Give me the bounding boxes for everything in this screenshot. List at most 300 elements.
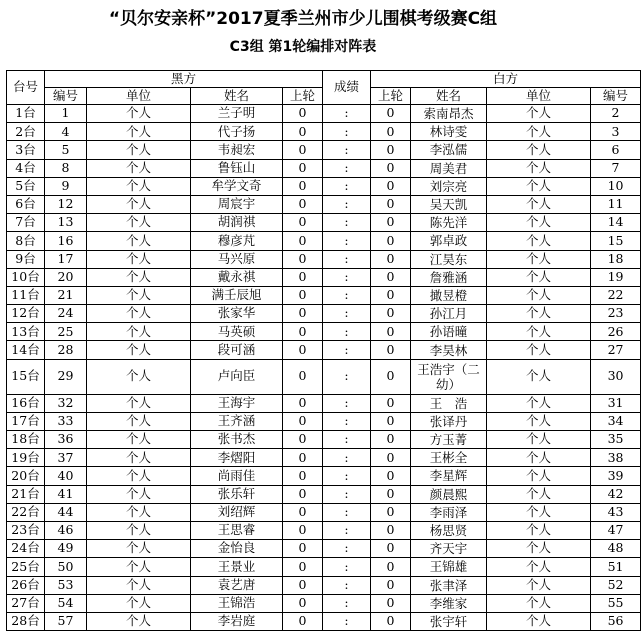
cell-result: : <box>323 503 371 521</box>
cell-black-prev-round: 0 <box>283 576 323 594</box>
table-row <box>7 576 641 594</box>
cell-white-prev-round: 0 <box>371 214 411 232</box>
cell-result: : <box>323 105 371 123</box>
cell-black-unit: 个人 <box>87 449 191 467</box>
cell-table-no: 22台 <box>7 503 45 521</box>
cell-white-unit: 个人 <box>487 214 591 232</box>
cell-black-number: 54 <box>45 594 87 612</box>
cell-result: : <box>323 612 371 630</box>
cell-table-no: 20台 <box>7 467 45 485</box>
cell-white-prev-round: 0 <box>371 359 411 394</box>
table-row <box>7 412 641 430</box>
cell-white-prev-round: 0 <box>371 323 411 341</box>
cell-white-unit: 个人 <box>487 323 591 341</box>
cell-black-name: 鲁钰山 <box>191 159 283 177</box>
cell-result: : <box>323 268 371 286</box>
cell-white-number: 7 <box>591 159 641 177</box>
cell-white-prev-round: 0 <box>371 105 411 123</box>
cell-white-unit: 个人 <box>487 594 591 612</box>
table-row <box>7 123 641 141</box>
cell-white-name: 吴天凯 <box>411 195 487 213</box>
cell-black-unit: 个人 <box>87 250 191 268</box>
header-white-unit: 单位 <box>487 88 591 105</box>
cell-table-no: 16台 <box>7 394 45 412</box>
table-row <box>7 286 641 304</box>
cell-black-prev-round: 0 <box>283 159 323 177</box>
cell-white-unit: 个人 <box>487 558 591 576</box>
cell-black-name: 张乐轩 <box>191 485 283 503</box>
document-subtitle: C3组 第1轮编排对阵表 <box>229 39 377 55</box>
cell-black-prev-round: 0 <box>283 612 323 630</box>
cell-white-number: 51 <box>591 558 641 576</box>
cell-white-number: 38 <box>591 449 641 467</box>
cell-white-prev-round: 0 <box>371 177 411 195</box>
table-row <box>7 195 641 213</box>
cell-black-name: 金怡良 <box>191 540 283 558</box>
cell-white-prev-round: 0 <box>371 612 411 630</box>
cell-black-name: 卢向臣 <box>191 359 283 394</box>
cell-white-prev-round: 0 <box>371 305 411 323</box>
cell-white-number: 31 <box>591 394 641 412</box>
cell-result: : <box>323 485 371 503</box>
cell-black-unit: 个人 <box>87 305 191 323</box>
table-row <box>7 431 641 449</box>
cell-white-unit: 个人 <box>487 123 591 141</box>
cell-black-name: 王景业 <box>191 558 283 576</box>
cell-white-unit: 个人 <box>487 540 591 558</box>
cell-black-prev-round: 0 <box>283 521 323 539</box>
cell-white-prev-round: 0 <box>371 159 411 177</box>
header-white-prev-round: 上轮 <box>371 88 411 105</box>
cell-black-unit: 个人 <box>87 540 191 558</box>
cell-black-number: 41 <box>45 485 87 503</box>
cell-black-number: 32 <box>45 394 87 412</box>
cell-black-unit: 个人 <box>87 394 191 412</box>
cell-table-no: 21台 <box>7 485 45 503</box>
cell-black-number: 53 <box>45 576 87 594</box>
cell-white-number: 34 <box>591 412 641 430</box>
table-row <box>7 105 641 123</box>
cell-black-unit: 个人 <box>87 268 191 286</box>
cell-white-number: 26 <box>591 323 641 341</box>
cell-white-name: 李星辉 <box>411 467 487 485</box>
cell-black-name: 牟学文奇 <box>191 177 283 195</box>
cell-table-no: 12台 <box>7 305 45 323</box>
cell-white-number: 3 <box>591 123 641 141</box>
cell-white-number: 19 <box>591 268 641 286</box>
cell-black-prev-round: 0 <box>283 268 323 286</box>
cell-white-unit: 个人 <box>487 449 591 467</box>
cell-black-name: 李岩庭 <box>191 612 283 630</box>
cell-black-number: 16 <box>45 232 87 250</box>
cell-white-number: 18 <box>591 250 641 268</box>
cell-black-unit: 个人 <box>87 141 191 159</box>
cell-table-no: 13台 <box>7 323 45 341</box>
header-table-no: 台号 <box>7 71 45 105</box>
cell-black-unit: 个人 <box>87 286 191 304</box>
header-black-unit: 单位 <box>87 88 191 105</box>
cell-black-prev-round: 0 <box>283 467 323 485</box>
cell-white-prev-round: 0 <box>371 594 411 612</box>
cell-white-number: 27 <box>591 341 641 359</box>
header-black-prev-round: 上轮 <box>283 88 323 105</box>
cell-black-number: 13 <box>45 214 87 232</box>
cell-white-number: 22 <box>591 286 641 304</box>
cell-white-unit: 个人 <box>487 485 591 503</box>
cell-result: : <box>323 195 371 213</box>
cell-black-number: 17 <box>45 250 87 268</box>
cell-white-name: 齐天宇 <box>411 540 487 558</box>
cell-black-name: 兰子明 <box>191 105 283 123</box>
cell-result: : <box>323 467 371 485</box>
cell-black-number: 21 <box>45 286 87 304</box>
cell-white-unit: 个人 <box>487 521 591 539</box>
cell-black-name: 满壬辰旭 <box>191 286 283 304</box>
cell-black-number: 49 <box>45 540 87 558</box>
cell-white-name: 李泓儒 <box>411 141 487 159</box>
cell-result: : <box>323 341 371 359</box>
cell-black-name: 王海宇 <box>191 394 283 412</box>
cell-black-prev-round: 0 <box>283 485 323 503</box>
cell-white-prev-round: 0 <box>371 485 411 503</box>
cell-white-name: 詹雅涵 <box>411 268 487 286</box>
cell-result: : <box>323 214 371 232</box>
cell-black-number: 24 <box>45 305 87 323</box>
cell-white-name: 王 浩 <box>411 394 487 412</box>
cell-black-name: 戴永祺 <box>191 268 283 286</box>
cell-result: : <box>323 123 371 141</box>
cell-table-no: 23台 <box>7 521 45 539</box>
cell-black-number: 5 <box>45 141 87 159</box>
cell-black-unit: 个人 <box>87 467 191 485</box>
table-row <box>7 359 641 394</box>
cell-white-unit: 个人 <box>487 359 591 394</box>
cell-black-name: 穆彦芃 <box>191 232 283 250</box>
cell-black-name: 袁艺唐 <box>191 576 283 594</box>
cell-result: : <box>323 576 371 594</box>
cell-white-prev-round: 0 <box>371 341 411 359</box>
cell-white-number: 23 <box>591 305 641 323</box>
cell-black-unit: 个人 <box>87 503 191 521</box>
cell-white-name: 刘宗亮 <box>411 177 487 195</box>
cell-table-no: 18台 <box>7 431 45 449</box>
cell-white-prev-round: 0 <box>371 286 411 304</box>
cell-black-name: 马英硕 <box>191 323 283 341</box>
cell-black-unit: 个人 <box>87 485 191 503</box>
cell-table-no: 14台 <box>7 341 45 359</box>
cell-white-unit: 个人 <box>487 177 591 195</box>
cell-black-name: 张家华 <box>191 305 283 323</box>
table-row <box>7 467 641 485</box>
cell-white-unit: 个人 <box>487 612 591 630</box>
table-row <box>7 232 641 250</box>
cell-result: : <box>323 359 371 394</box>
table-row <box>7 394 641 412</box>
table-row <box>7 177 641 195</box>
cell-white-name: 周美君 <box>411 159 487 177</box>
cell-result: : <box>323 449 371 467</box>
cell-white-number: 10 <box>591 177 641 195</box>
cell-black-unit: 个人 <box>87 341 191 359</box>
cell-result: : <box>323 250 371 268</box>
cell-black-name: 韦昶宏 <box>191 141 283 159</box>
cell-table-no: 9台 <box>7 250 45 268</box>
cell-black-prev-round: 0 <box>283 250 323 268</box>
cell-black-number: 33 <box>45 412 87 430</box>
cell-black-number: 20 <box>45 268 87 286</box>
table-row <box>7 214 641 232</box>
cell-white-name: 李维家 <box>411 594 487 612</box>
cell-black-unit: 个人 <box>87 359 191 394</box>
table-row <box>7 485 641 503</box>
cell-white-prev-round: 0 <box>371 195 411 213</box>
cell-result: : <box>323 521 371 539</box>
cell-white-number: 14 <box>591 214 641 232</box>
cell-white-unit: 个人 <box>487 467 591 485</box>
cell-white-unit: 个人 <box>487 286 591 304</box>
cell-black-prev-round: 0 <box>283 177 323 195</box>
cell-black-number: 29 <box>45 359 87 394</box>
cell-table-no: 3台 <box>7 141 45 159</box>
cell-table-no: 11台 <box>7 286 45 304</box>
cell-result: : <box>323 323 371 341</box>
cell-white-prev-round: 0 <box>371 431 411 449</box>
table-row <box>7 612 641 630</box>
cell-table-no: 7台 <box>7 214 45 232</box>
table-row <box>7 323 641 341</box>
cell-black-name: 刘绍辉 <box>191 503 283 521</box>
table-row <box>7 341 641 359</box>
cell-black-name: 马兴原 <box>191 250 283 268</box>
cell-white-name: 王锦雄 <box>411 558 487 576</box>
cell-white-unit: 个人 <box>487 394 591 412</box>
cell-table-no: 1台 <box>7 105 45 123</box>
cell-table-no: 28台 <box>7 612 45 630</box>
cell-white-name: 江昊东 <box>411 250 487 268</box>
cell-result: : <box>323 412 371 430</box>
cell-white-name: 王浩宇（二幼） <box>411 359 487 394</box>
cell-black-name: 张书杰 <box>191 431 283 449</box>
cell-black-number: 9 <box>45 177 87 195</box>
cell-white-prev-round: 0 <box>371 449 411 467</box>
cell-white-unit: 个人 <box>487 412 591 430</box>
cell-black-name: 王锦浩 <box>191 594 283 612</box>
cell-black-number: 50 <box>45 558 87 576</box>
cell-black-prev-round: 0 <box>283 503 323 521</box>
cell-white-name: 孙江月 <box>411 305 487 323</box>
cell-white-name: 李昊林 <box>411 341 487 359</box>
cell-black-number: 1 <box>45 105 87 123</box>
cell-black-prev-round: 0 <box>283 594 323 612</box>
cell-white-unit: 个人 <box>487 141 591 159</box>
cell-white-name: 孙语曈 <box>411 323 487 341</box>
cell-black-unit: 个人 <box>87 521 191 539</box>
cell-black-number: 37 <box>45 449 87 467</box>
cell-white-name: 颜晨熙 <box>411 485 487 503</box>
table-row <box>7 305 641 323</box>
cell-white-number: 47 <box>591 521 641 539</box>
cell-black-prev-round: 0 <box>283 359 323 394</box>
cell-white-prev-round: 0 <box>371 576 411 594</box>
cell-black-unit: 个人 <box>87 195 191 213</box>
cell-white-unit: 个人 <box>487 305 591 323</box>
table-row <box>7 521 641 539</box>
cell-table-no: 2台 <box>7 123 45 141</box>
cell-black-number: 28 <box>45 341 87 359</box>
table-row <box>7 594 641 612</box>
cell-white-unit: 个人 <box>487 431 591 449</box>
cell-result: : <box>323 540 371 558</box>
cell-black-prev-round: 0 <box>283 141 323 159</box>
cell-table-no: 4台 <box>7 159 45 177</box>
cell-result: : <box>323 431 371 449</box>
cell-black-name: 段可涵 <box>191 341 283 359</box>
cell-white-name: 李雨泽 <box>411 503 487 521</box>
cell-white-unit: 个人 <box>487 195 591 213</box>
cell-table-no: 15台 <box>7 359 45 394</box>
cell-black-number: 57 <box>45 612 87 630</box>
cell-black-name: 胡润祺 <box>191 214 283 232</box>
cell-result: : <box>323 594 371 612</box>
cell-black-prev-round: 0 <box>283 286 323 304</box>
cell-result: : <box>323 286 371 304</box>
cell-white-name: 郭卓政 <box>411 232 487 250</box>
cell-white-name: 张宇轩 <box>411 612 487 630</box>
cell-black-unit: 个人 <box>87 323 191 341</box>
cell-white-prev-round: 0 <box>371 394 411 412</box>
header-white-number: 编号 <box>591 88 641 105</box>
table-row <box>7 250 641 268</box>
cell-black-number: 8 <box>45 159 87 177</box>
table-row <box>7 558 641 576</box>
cell-black-number: 4 <box>45 123 87 141</box>
cell-black-prev-round: 0 <box>283 214 323 232</box>
cell-black-prev-round: 0 <box>283 123 323 141</box>
cell-white-number: 11 <box>591 195 641 213</box>
cell-white-unit: 个人 <box>487 503 591 521</box>
cell-black-name: 王思睿 <box>191 521 283 539</box>
cell-white-name: 张聿泽 <box>411 576 487 594</box>
cell-white-number: 56 <box>591 612 641 630</box>
header-black-number: 编号 <box>45 88 87 105</box>
cell-white-number: 35 <box>591 431 641 449</box>
cell-white-name: 杨思贤 <box>411 521 487 539</box>
cell-table-no: 26台 <box>7 576 45 594</box>
header-black: 黑方 <box>45 71 323 88</box>
header-white: 白方 <box>371 71 641 88</box>
cell-table-no: 17台 <box>7 412 45 430</box>
cell-white-number: 48 <box>591 540 641 558</box>
cell-table-no: 19台 <box>7 449 45 467</box>
table-row <box>7 449 641 467</box>
header-result: 成绩 <box>323 71 371 105</box>
cell-white-unit: 个人 <box>487 576 591 594</box>
cell-white-unit: 个人 <box>487 232 591 250</box>
cell-table-no: 27台 <box>7 594 45 612</box>
cell-result: : <box>323 159 371 177</box>
cell-result: : <box>323 394 371 412</box>
cell-black-prev-round: 0 <box>283 394 323 412</box>
cell-table-no: 8台 <box>7 232 45 250</box>
cell-black-number: 25 <box>45 323 87 341</box>
table-row <box>7 540 641 558</box>
cell-white-prev-round: 0 <box>371 412 411 430</box>
cell-white-number: 39 <box>591 467 641 485</box>
cell-black-prev-round: 0 <box>283 341 323 359</box>
table-row <box>7 159 641 177</box>
cell-white-prev-round: 0 <box>371 123 411 141</box>
cell-white-unit: 个人 <box>487 341 591 359</box>
cell-white-name: 索南昂杰 <box>411 105 487 123</box>
cell-white-number: 6 <box>591 141 641 159</box>
cell-result: : <box>323 305 371 323</box>
cell-black-unit: 个人 <box>87 431 191 449</box>
document-title: “贝尔安亲杯”2017夏季兰州市少儿围棋考级赛C组 <box>108 9 498 29</box>
cell-black-prev-round: 0 <box>283 323 323 341</box>
cell-white-number: 15 <box>591 232 641 250</box>
cell-table-no: 6台 <box>7 195 45 213</box>
cell-table-no: 24台 <box>7 540 45 558</box>
cell-white-number: 30 <box>591 359 641 394</box>
cell-result: : <box>323 232 371 250</box>
cell-white-number: 2 <box>591 105 641 123</box>
cell-white-prev-round: 0 <box>371 268 411 286</box>
cell-white-prev-round: 0 <box>371 141 411 159</box>
cell-black-name: 尚雨佳 <box>191 467 283 485</box>
table-row <box>7 503 641 521</box>
table-body <box>7 105 641 631</box>
cell-white-prev-round: 0 <box>371 467 411 485</box>
cell-black-unit: 个人 <box>87 558 191 576</box>
cell-white-name: 张译丹 <box>411 412 487 430</box>
cell-black-number: 46 <box>45 521 87 539</box>
cell-white-number: 52 <box>591 576 641 594</box>
cell-black-unit: 个人 <box>87 177 191 195</box>
cell-result: : <box>323 141 371 159</box>
cell-black-number: 12 <box>45 195 87 213</box>
cell-black-unit: 个人 <box>87 612 191 630</box>
cell-black-name: 周宸宇 <box>191 195 283 213</box>
cell-white-name: 方玉菁 <box>411 431 487 449</box>
cell-table-no: 25台 <box>7 558 45 576</box>
cell-white-unit: 个人 <box>487 250 591 268</box>
cell-white-prev-round: 0 <box>371 250 411 268</box>
cell-table-no: 5台 <box>7 177 45 195</box>
cell-white-prev-round: 0 <box>371 521 411 539</box>
cell-black-prev-round: 0 <box>283 232 323 250</box>
cell-black-number: 36 <box>45 431 87 449</box>
cell-white-unit: 个人 <box>487 268 591 286</box>
cell-black-prev-round: 0 <box>283 195 323 213</box>
cell-black-unit: 个人 <box>87 232 191 250</box>
cell-white-number: 42 <box>591 485 641 503</box>
cell-black-unit: 个人 <box>87 412 191 430</box>
pairing-table <box>6 70 641 631</box>
cell-black-unit: 个人 <box>87 105 191 123</box>
cell-result: : <box>323 177 371 195</box>
cell-black-name: 李熠阳 <box>191 449 283 467</box>
table-row <box>7 141 641 159</box>
cell-black-name: 代子扬 <box>191 123 283 141</box>
cell-black-prev-round: 0 <box>283 449 323 467</box>
cell-white-unit: 个人 <box>487 105 591 123</box>
cell-white-name: 王彬全 <box>411 449 487 467</box>
table-row <box>7 268 641 286</box>
cell-black-prev-round: 0 <box>283 558 323 576</box>
table-header <box>7 71 641 105</box>
cell-black-name: 王齐涵 <box>191 412 283 430</box>
cell-result: : <box>323 558 371 576</box>
